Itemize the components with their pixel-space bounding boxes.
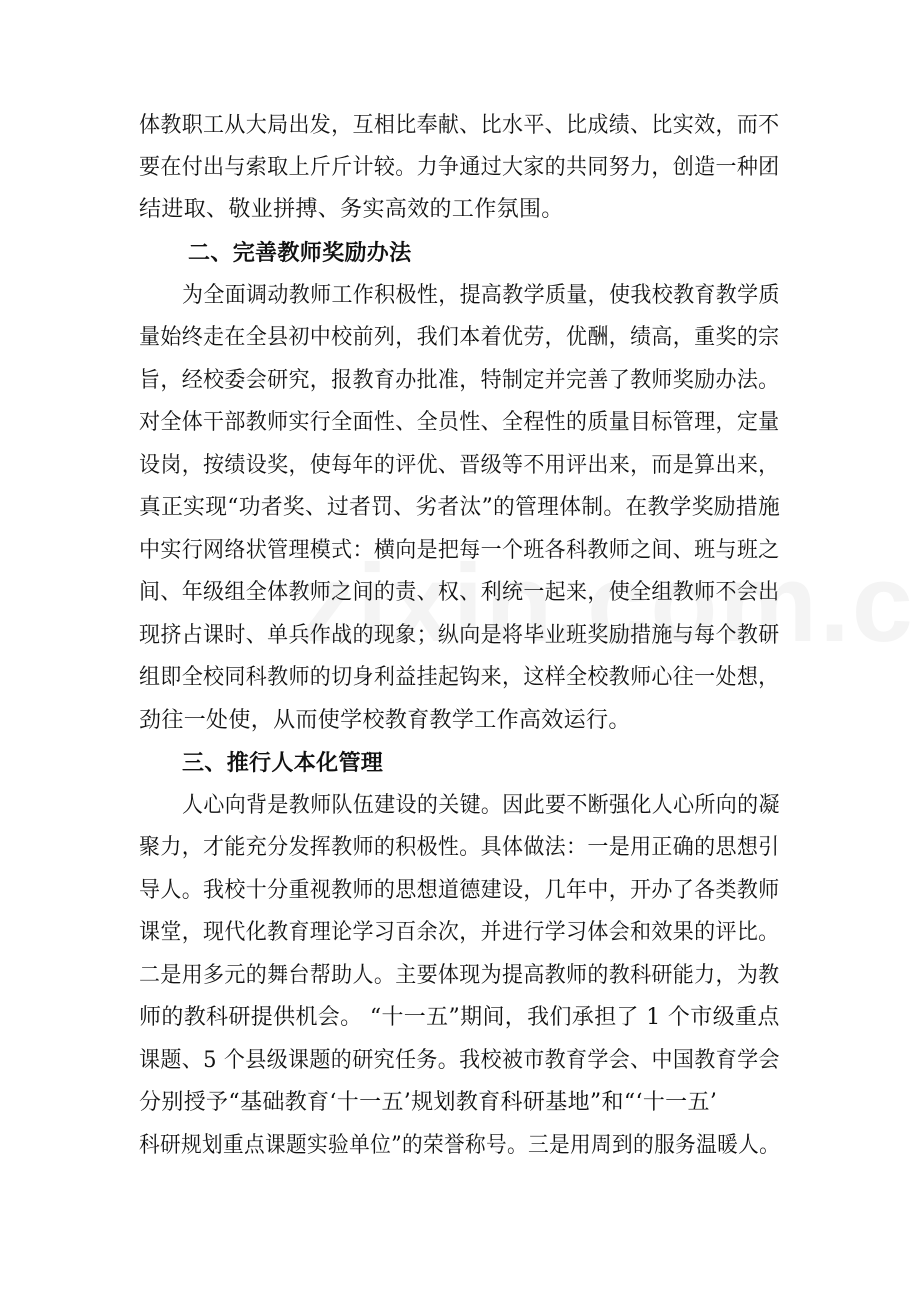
body-line: 现挤占课时、单兵作战的现象；纵向是将毕业班奖励措施与每个教研: [139, 623, 780, 648]
body-line: 量始终走在全县初中校前列，我们本着优劳，优酬，绩高，重奖的宗: [139, 325, 780, 350]
body-line: 二是用多元的舞台帮助人。主要体现为提高教师的教科研能力，为教: [139, 963, 780, 988]
body-line: 师的教科研提供机会。 “十一五”期间，我们承担了 1 个市级重点: [139, 1005, 780, 1030]
body-line: 分别授予“基础教育‘十一五’规划教育科研基地”和“‘十一五’: [139, 1090, 718, 1115]
body-line: 结进取、敬业拼搏、务实高效的工作氛围。: [139, 197, 564, 222]
body-line: 真正实现“功者奖、过者罚、劣者汰”的管理体制。在教学奖励措施: [139, 495, 781, 520]
body-line: 对全体干部教师实行全面性、全员性、全程性的质量目标管理，定量: [139, 410, 780, 435]
body-line: 科研规划重点课题实验单位”的荣誉称号。三是用周到的服务温暖人。: [139, 1133, 781, 1158]
body-line: 导人。我校十分重视教师的思想道德建设，几年中，开办了各类教师: [139, 878, 780, 903]
body-line: 劲往一处使，从而使学校教育教学工作高效运行。: [139, 708, 631, 733]
section-heading-3: 三、推行人本化管理: [182, 750, 384, 776]
body-line: 聚力，才能充分发挥教师的积极性。具体做法：一是用正确的思想引: [139, 835, 780, 860]
body-line: 旨，经校委会研究，报教育办批准，特制定并完善了教师奖励办法。: [139, 368, 780, 393]
body-line: 间、年级组全体教师之间的责、权、利统一起来，使全组教师不会出: [139, 580, 780, 605]
body-line: 课题、5 个县级课题的研究任务。我校被市教育学会、中国教育学会: [139, 1048, 780, 1073]
body-line: 课堂，现代化教育理论学习百余次，并进行学习体会和效果的评比。: [139, 920, 780, 945]
body-line: 组即全校同科教师的切身利益挂起钩来，这样全校教师心往一处想，: [139, 665, 780, 690]
paragraph-first-line: 为全面调动教师工作积极性，提高教学质量，使我校教育教学质: [182, 283, 780, 308]
paragraph-first-line: 人心向背是教师队伍建设的关键。因此要不断强化人心所向的凝: [182, 793, 780, 818]
body-line: 设岗，按绩设奖，使每年的评优、晋级等不用评出来，而是算出来，: [139, 453, 780, 478]
body-line: 体教职工从大局出发，互相比奉献、比水平、比成绩、比实效，而不: [139, 113, 780, 138]
section-heading-2: 二、完善教师奖励办法: [188, 240, 412, 266]
body-line: 中实行网络状管理模式：横向是把每一个班各科教师之间、班与班之: [139, 538, 780, 563]
body-line: 要在付出与索取上斤斤计较。力争通过大家的共同努力，创造一种团: [139, 155, 780, 180]
